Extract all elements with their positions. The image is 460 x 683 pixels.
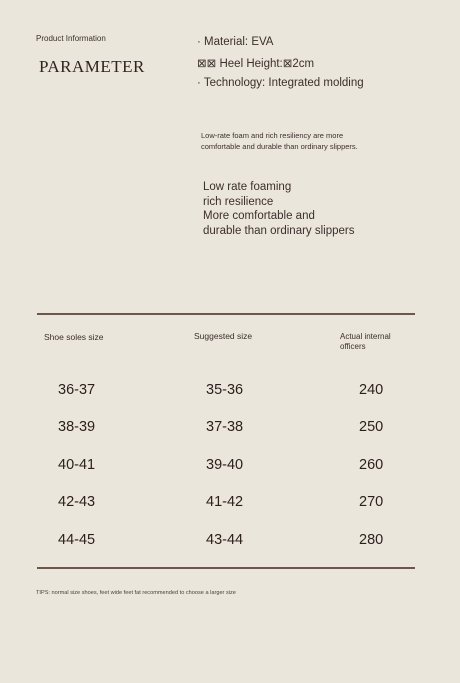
table-cell-sole-size: 36-37 xyxy=(58,382,96,398)
table-cell-sole-size: 40-41 xyxy=(58,457,96,473)
table-cell-sole-size: 42-43 xyxy=(58,494,96,510)
description-line: durable than ordinary slippers xyxy=(203,224,355,237)
table-cell-suggested-size: 39-40 xyxy=(206,457,244,473)
page-title: PARAMETER xyxy=(39,57,145,76)
table-cell-sole-size: 38-39 xyxy=(58,419,96,435)
section-label: Product Information xyxy=(36,34,106,43)
table-cell-suggested-size: 37-38 xyxy=(206,419,244,435)
description-small: Low-rate foam and rich resiliency are more comfortable and durable than ordinary slippers. xyxy=(201,131,358,151)
table-cell-internal-length: 270 xyxy=(359,494,384,510)
description-line: More comfortable and xyxy=(203,210,315,222)
table-cell-internal-length: 250 xyxy=(359,419,384,435)
column-header-suggested-size: Suggested size xyxy=(194,331,253,341)
tips-note: TIPS: normal size shoes, feet wide feet fat recommended to choose a larger size xyxy=(36,590,236,596)
spec-heel-height: ⊠⊠ Heel Height:⊠2cm xyxy=(197,58,315,70)
table-cell-internal-length: 240 xyxy=(359,382,384,398)
table-cell-internal-length: 260 xyxy=(359,457,384,473)
table-cell-suggested-size: 35-36 xyxy=(206,382,244,398)
table-cell-sole-size: 44-45 xyxy=(58,532,96,548)
table-bottom-divider xyxy=(37,567,415,569)
table-top-divider xyxy=(37,313,415,315)
description-large xyxy=(203,180,355,238)
table-cell-suggested-size: 41-42 xyxy=(206,494,244,510)
description-line: rich resilience xyxy=(203,195,274,208)
spec-material: · Material: EVA xyxy=(197,36,274,48)
spec-technology: · Technology: Integrated molding xyxy=(197,77,364,89)
column-header-actual-internal: Actual internal officers xyxy=(340,332,391,351)
description-line: Low rate foaming xyxy=(203,181,292,193)
table-cell-internal-length: 280 xyxy=(359,532,384,548)
table-cell-suggested-size: 43-44 xyxy=(206,532,244,548)
column-header-shoe-soles-size: Shoe soles size xyxy=(44,332,104,342)
